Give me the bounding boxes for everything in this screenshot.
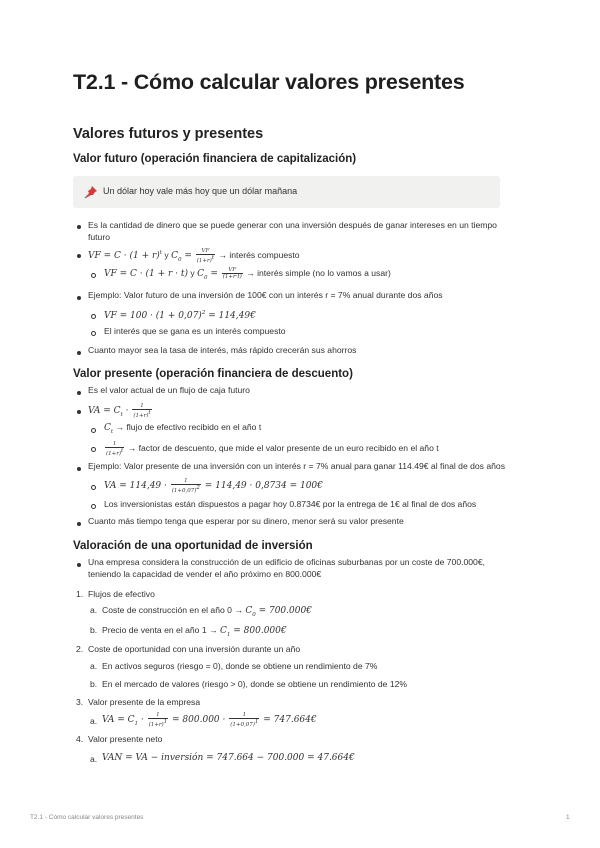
- list-number: 3.: [76, 697, 84, 707]
- list-letter: b.: [90, 679, 98, 689]
- bullet: [77, 563, 81, 567]
- bullet: [77, 254, 81, 258]
- bullet: [77, 391, 81, 395]
- list-item: Valor presente neto: [88, 734, 163, 744]
- list-letter: a.: [90, 661, 98, 671]
- list-item: En activos seguros (riesgo = 0), donde se obtiene un rendimiento de 7%: [102, 661, 378, 671]
- bullet: [77, 351, 81, 355]
- list-item: Una empresa considera la construcción de un edificio de oficinas suburbanas por un coste de 700.000€, teniendo la capacidad de vender el año próximo en 800.000€: [88, 557, 485, 579]
- list-item-formula: VA = 114,49 · $\frac{1}{(1+0,07)^2}$ = 114,49 · 0,8734 = 100€: [104, 478, 323, 494]
- list-item-formula: VF = $100 \cdot (1 + 0,07)^2$ = 114,49€: [104, 310, 256, 321]
- list-item-formula: VAN = VA − inversión = 747.664 − 700.000 = 47.664€: [102, 753, 355, 763]
- list-item: Ejemplo: Valor futuro de una inversión de 100€ con un interés r = 7% anual durante dos años: [88, 290, 443, 300]
- list-item: $C_t$ → flujo de efectivo recibido en el año t: [104, 422, 262, 435]
- bullet: [77, 467, 81, 471]
- list-item: Coste de oportunidad con una inversión durante un año: [88, 644, 301, 654]
- item-text: Precio de venta en el año 1 →: [102, 625, 221, 635]
- page-number: 1: [566, 814, 570, 821]
- footer-title: T2.1 - Cómo calcular valores presentes: [30, 814, 144, 821]
- sub-bullet: [91, 273, 96, 278]
- list-item: Los inversionistas están dispuestos a pagar hoy 0.8734€ por la entrega de 1€ al final de dos años: [104, 499, 477, 509]
- section-heading: Valores futuros y presentes: [73, 126, 264, 142]
- list-item: Precio de venta en el año $1 \to C_1$ = 800.000€: [102, 625, 287, 638]
- pushpin-icon: [83, 184, 99, 200]
- sub-bullet: [91, 485, 96, 490]
- formula-caption: → flujo de efectivo recibido en el año t: [113, 422, 262, 432]
- list-letter: a.: [90, 605, 98, 615]
- page-title: T2.1 - Cómo calcular valores presentes: [73, 70, 465, 94]
- list-item: Es el valor actual de un flujo de caja futuro: [88, 385, 250, 395]
- list-number: 1.: [76, 589, 84, 599]
- list-item-formula-simple: VF = C · (1 + r · t) y $C_0$ = $\frac{VF}{(1+r\cdot t)}$ → interés simple (no lo vamos a usar): [104, 267, 391, 281]
- callout-text: Un dólar hoy vale más hoy que un dólar mañana: [103, 186, 298, 196]
- subheading-valor-presente: Valor presente (operación financiera de descuento): [73, 368, 353, 380]
- bullet: [77, 410, 81, 414]
- sub-bullet: [91, 504, 96, 509]
- bullet: [77, 296, 81, 300]
- list-number: 4.: [76, 734, 84, 744]
- sub-bullet: [91, 428, 96, 433]
- sub-bullet: [91, 314, 96, 319]
- formula-caption: → factor de descuento, que mide el valor presente de un euro recibido en el año t: [125, 443, 439, 454]
- list-item: Ejemplo: Valor presente de una inversión con un interés r = 7% anual para ganar 114.49€ al final de dos años: [88, 461, 505, 471]
- bullet: [77, 225, 81, 229]
- list-item-formula-va: VA = $C_t$ · $\frac{1}{(1+r)^t}$: [88, 403, 151, 419]
- list-item-formula-vf: VF = $C \cdot (1 + r)^t$ y $C_0$ = $\frac{VF}{(1+r)^t}$ → interés compuesto: [88, 248, 300, 264]
- list-letter: a.: [90, 716, 98, 726]
- sub-bullet: [91, 331, 96, 336]
- list-letter: a.: [90, 754, 98, 764]
- list-item: El interés que se gana es un interés compuesto: [104, 326, 286, 336]
- list-item: Coste de construcción en el año $0 \to C_0$ = 700.000€: [102, 605, 312, 618]
- list-letter: b.: [90, 625, 98, 635]
- list-item: Es la cantidad de dinero que se puede generar con una inversión después de ganar intereses en un tiempo futuro: [88, 220, 497, 242]
- formula-caption: → interés compuesto: [216, 250, 300, 261]
- list-item: Cuanto más tiempo tenga que esperar por su dinero, menor será su valor presente: [88, 516, 404, 526]
- subheading-valoracion: Valoración de una oportunidad de inversión: [73, 540, 313, 552]
- list-item: $\frac{1}{(1+r)^t}$ → factor de descuento, que mide el valor presente de un euro recibido en el año t: [106, 441, 439, 457]
- list-item: Flujos de efectivo: [88, 589, 155, 599]
- list-item: En el mercado de valores (riesgo > 0), donde se obtiene un rendimiento de 12%: [102, 679, 408, 689]
- list-item: Cuanto mayor sea la tasa de interés, más rápido crecerán sus ahorros: [88, 345, 357, 355]
- list-item: Valor presente de la empresa: [88, 697, 201, 707]
- bullet: [77, 522, 81, 526]
- item-text: Coste de construcción en el año 0 →: [102, 605, 246, 615]
- callout: [73, 176, 500, 208]
- list-item-formula: VA = $C_1$ · $\frac{1}{(1+r)^1}$ = 800.000 · $\frac{1}{(1+0,07)^1}$ = 747.664€: [102, 712, 317, 728]
- sub-bullet: [91, 447, 96, 452]
- list-number: 2.: [76, 644, 84, 654]
- subheading-valor-futuro: Valor futuro (operación financiera de capitalización): [73, 153, 357, 165]
- formula-caption: → interés simple (no lo vamos a usar): [243, 267, 391, 278]
